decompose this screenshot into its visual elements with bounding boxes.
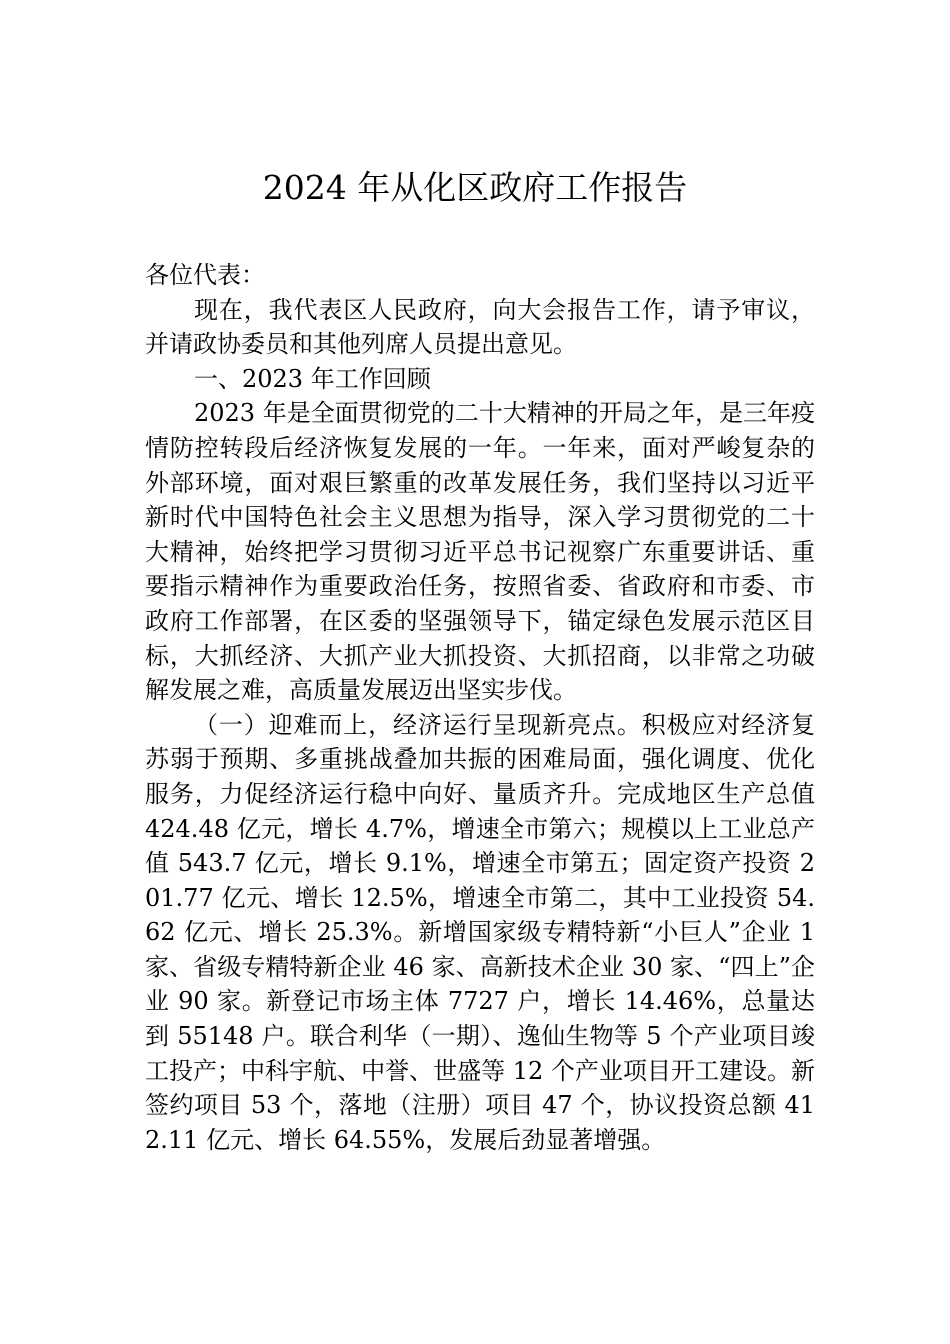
section-heading: 一、2023 年工作回顾 <box>194 364 431 393</box>
document-body <box>145 258 815 1157</box>
paragraph-review: 2023 年是全面贯彻党的二十大精神的开局之年，是三年疫情防控转段后经济恢复发展的一年。一年来，面对严峻复杂的外部环境，面对艰巨繁重的改革发展任务，我们坚持以习近平新时代中国特色社会主义思想为指导，深入学习贯彻党的二十大精神，始终把学习贯彻习近平总书记视察广东重要讲话、重要指示精神作为重要政治任务，按照省委、省政府和市委、市政府工作部署，在区委的坚强领导下，锚定绿色发展示范区目标，大抓经济、大抓产业大抓投资、大抓招商，以非常之功破解发展之难，高质量发展迈出坚实步伐。 <box>145 399 815 705</box>
document-title: 2024 年从化区政府工作报告 <box>262 168 688 207</box>
salutation: 各位代表： <box>145 261 265 289</box>
paragraph-intro: 现在，我代表区人民政府，向大会报告工作，请予审议，并请政协委员和其他列席人员提出意见。 <box>145 295 815 359</box>
paragraph-economy: （一）迎难而上，经济运行呈现新亮点。积极应对经济复苏弱于预期、多重挑战叠加共振的困难局面，强化调度、优化服务，力促经济运行稳中向好、量质齐升。完成地区生产总值 424.48 亿元，增长 4.7%，增速全市第六；规模以上工业总产值 543.7 亿元，增长 9.1%，增速全市第五；固定资产投资 201.77 亿元、增长 12.5%，增速全市第二，其中工业投资 54.62 亿元、增长 25.3%。新增国家级专精特新“小巨人”企业 1 家、省级专精特新企业 46 家、高新技术企业 30 家、“四上”企业 90 家。新登记市场主体 7727 户，增长 14.46%，总量达到 55148 户。联合利华（一期）、逸仙生物等 5 个产业项目竣工投产；中科宇航、中誉、世盛等 12 个产业项目开工建设。新签约项目 53 个，落地（注册）项目 47 个，协议投资总额 412.11 亿元、增长 64.55%，发展后劲显著增强。 <box>145 710 815 1154</box>
